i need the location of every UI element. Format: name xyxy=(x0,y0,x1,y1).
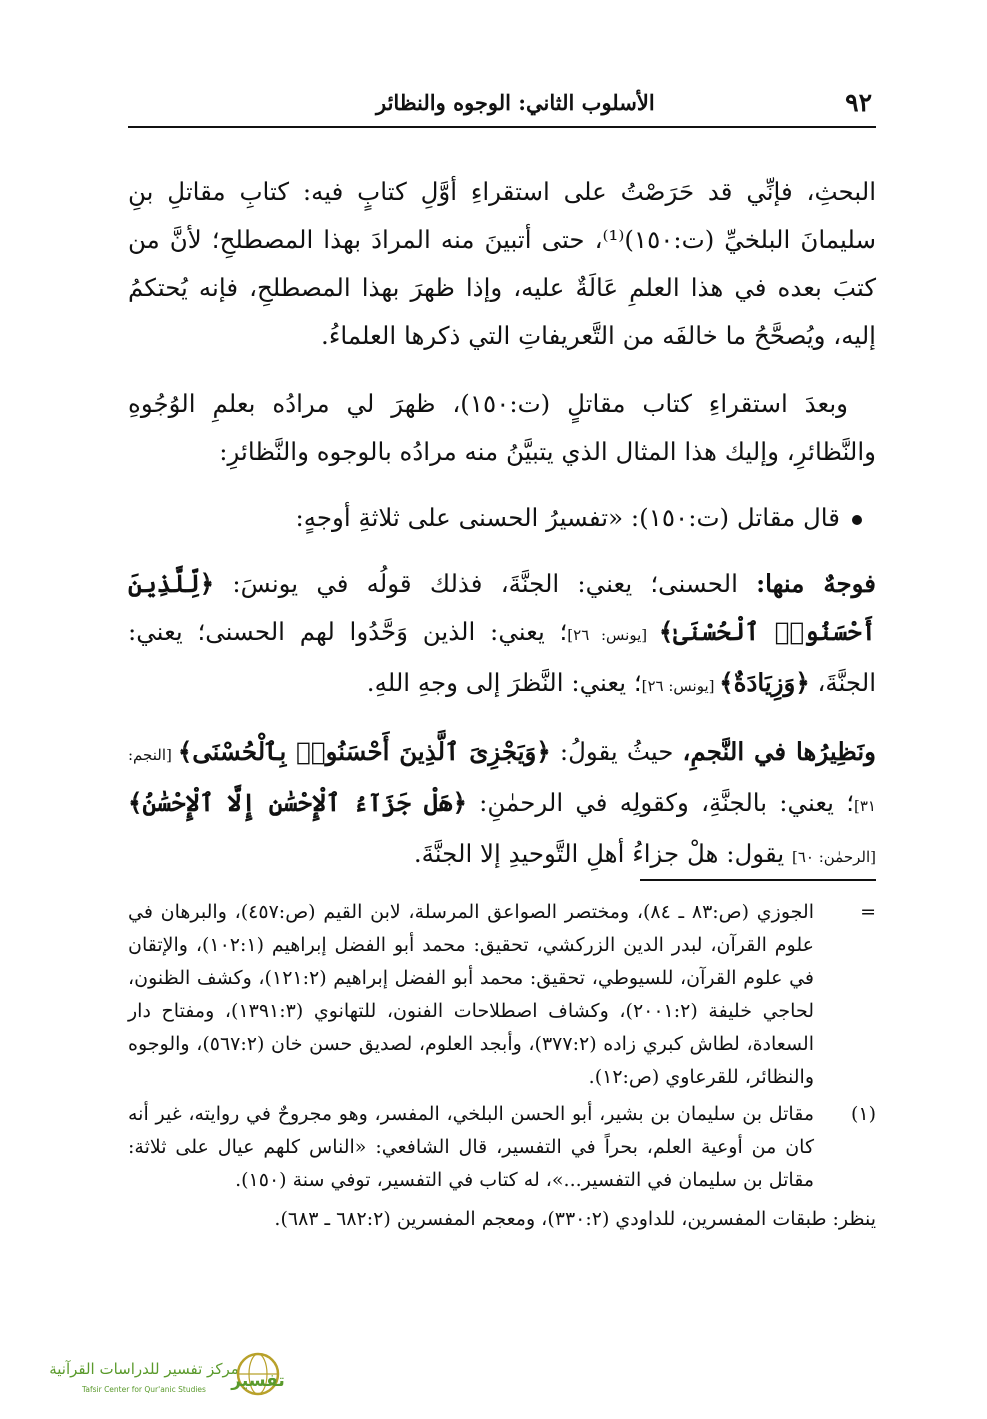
logo-org-name: مركز تفسير للدراسات القرآنية xyxy=(49,1360,239,1378)
paragraph-3-lead: فوجهٌ منها: xyxy=(756,569,876,598)
footnote-1-tail: ينظر: طبقات المفسرين، للداودي (٣٣٠:٢)، ومعجم المفسرين (٦٨٢:٢ ـ ٦٨٣). xyxy=(274,1208,876,1230)
paragraph-4-text-a: حيثُ يقولُ: xyxy=(550,737,683,766)
paragraph-3 xyxy=(128,560,876,710)
quran-verse: ﴿لِّلَّذِينَ أَحْسَنُوا۟ ٱلْحُسْنَىٰ﴾ xyxy=(128,569,876,646)
footnote-mark: (١) xyxy=(850,1103,876,1125)
quran-verse: ﴿وَيَجْزِىَ ٱلَّذِينَ أَحْسَنُوا۟ بِٱلْحُسْنَى﴾ xyxy=(177,737,551,766)
quran-verse: ﴿وَزِيَادَةٌ﴾ xyxy=(719,668,810,697)
running-title: الأسلوب الثاني: الوجوه والنظائر xyxy=(376,90,655,115)
paragraph-1: البحثِ، فإنِّي قد حَرَصْتُ على استقراءِ أوَّلِ كتابٍ فيه: كتابِ مقاتلِ بنِ سليمانَ البلخيِّ (ت:١٥٠)⁽¹⁾، حتى أتبينَ منه المرادَ بهذا المصطلحِ؛ لأنَّ من كتبَ بعده في هذا العلمِ عَالَةٌ عليه، وإذا ظهرَ بهذا المصطلحِ، فإنه يُحتكمُ إليه، ويُصحَّحُ ما خالفَه من التَّعريفاتِ التي ذكرها العلماءُ. xyxy=(128,177,876,350)
quote-intro xyxy=(128,494,876,542)
bullet-icon xyxy=(852,515,862,525)
footnote-mark: = xyxy=(860,901,876,923)
paragraph-3-text-a: الحسنى؛ يعني: الجنَّةَ، فذلك قولُه في يونسَ: xyxy=(214,569,757,598)
verse-reference: [النجم: ٣١] xyxy=(128,746,876,815)
verse-reference: [الرحمٰن: ٦٠] xyxy=(791,848,876,866)
footnote-text: الجوزي (ص:٨٣ ـ ٨٤)، ومختصر الصواعق المرسلة، لابن القيم (ص:٤٥٧)، والبرهان في علوم القرآن، لبدر الدين الزركشي، تحقيق: محمد أبو الفضل إبراهيم (١٠٢:١)، والإتقان في علوم القرآن، للسيوطي، تحقيق: محمد أبو الفضل إبراهيم (١٢١:٢)، وكشف الظنون، لحاجي خليفة (٢٠٠١:٢)، وكشاف اصطلاحات الفنون، للتهانوي (١٣٩١:٣)، ومفتاح دار السعادة، لطاش كبري زاده (٣٧٧:٢)، وأبجد العلوم، لصديق حسن خان (٥٦٧:٢)، والوجوه والنظائر، للقرعاوي (ص:١٢). xyxy=(128,901,814,1088)
paragraph-4 xyxy=(128,728,876,881)
paragraph-4-text-c: يقول: هلْ جزاءُ أهلِ التَّوحيدِ إلا الجنَّةَ. xyxy=(413,839,792,868)
quran-verse: ﴿هَلْ جَزَآءُ ٱلْإِحْسَٰنِ إِلَّا ٱلْإِحْسَٰنُ﴾ xyxy=(128,788,467,817)
footnote-text: مقاتل بن سليمان بن بشير، أبو الحسن البلخي، المفسر، وهو مجروحٌ في روايته، غير أنه كان من أوعية العلم، بحراً في التفسير، قال الشافعي: «الناس كلهم عيال على ثلاثة: مقاتل بن سليمان في التفسير...»، له كتاب في التفسير، توفي سنة (١٥٠). xyxy=(128,1103,814,1191)
paragraph-4-text-b: ؛ يعني: بالجنَّةِ، وكقولِه في الرحمٰنِ: xyxy=(466,788,854,817)
verse-reference: [يونس: ٢٦] xyxy=(567,626,659,644)
paragraph-2: وبعدَ استقراءِ كتاب مقاتلٍ (ت:١٥٠)، ظهرَ لي مرادُه بعلمِ الوُجُوهِ والنَّظائرِ، وإليك هذا المثال الذي يتبيَّنُ منه مرادُه بالوجوه والنَّظائرِ: xyxy=(128,389,876,466)
paragraph-3-text-b: ؛ يعني: الذين وَحَّدُوا لهم الحسنى؛ يعني: الجنَّةَ، xyxy=(128,617,876,697)
logo-org-name-en: Tafsir Center for Qur'anic Studies xyxy=(82,1385,206,1394)
paragraph-4-lead: ونَظِيرُها في النَّجمِ، xyxy=(682,737,876,766)
logo-main-word: تفسير xyxy=(231,1371,285,1391)
center-logo xyxy=(12,1346,292,1406)
page-header xyxy=(128,88,876,128)
footnote-1 xyxy=(128,1098,876,1197)
verse-reference: [يونس: ٢٦] xyxy=(641,677,720,695)
paragraph-3-text-c: ؛ يعني: النَّظرَ إلى وجهِ اللهِ. xyxy=(366,668,642,697)
main-text xyxy=(128,168,876,881)
footnote-divider xyxy=(640,879,876,881)
page-number: ٩٢ xyxy=(845,88,872,117)
footnote-continuation xyxy=(128,896,876,1094)
quote-intro-text: قال مقاتل (ت:١٥٠): «تفسيرُ الحسنى على ثلاثةِ أوجهٍ: xyxy=(295,503,840,532)
footnotes xyxy=(128,896,876,1236)
